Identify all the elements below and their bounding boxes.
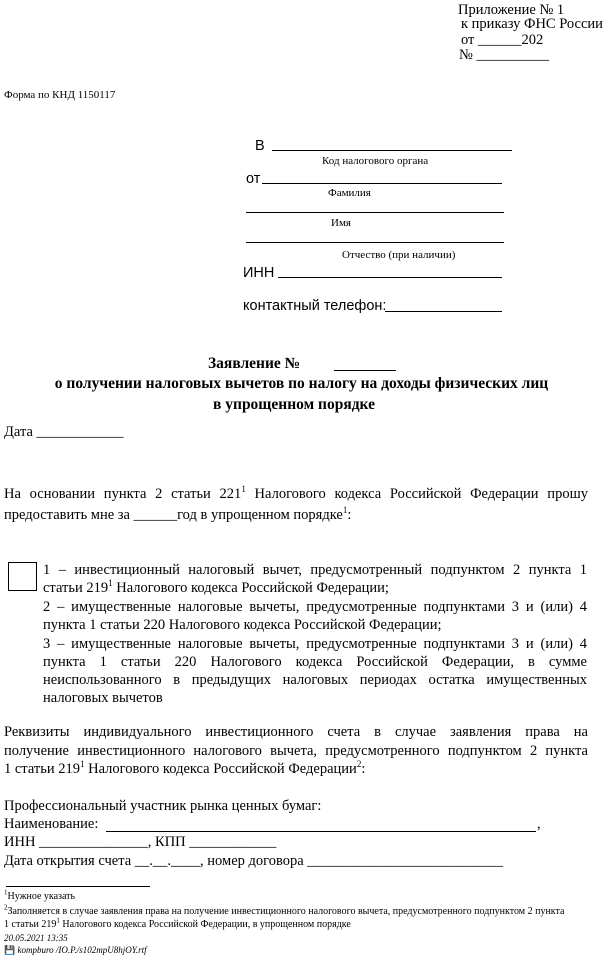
title-line-3: в упрощенном порядке bbox=[213, 396, 375, 413]
requisites-line-3: 1 статьи $219^1$ Налогового кодекса Российской Федерации$^2$: bbox=[4, 759, 366, 777]
footnote-2-line-2: 1 статьи $219^1$ Налогового кодекса Российской Федерации, в упрощенном порядке bbox=[4, 916, 351, 930]
floppy-icon: 💾 bbox=[4, 945, 16, 955]
option-2-line-1: 2 – имущественные налоговые вычеты, предусмотренные подпунктами 3 и (или) 4 bbox=[43, 599, 587, 615]
broker-name-comma: , bbox=[537, 816, 541, 832]
meta-date: 20.05.2021 13:35 bbox=[4, 933, 68, 943]
date-label: Дата ____________ bbox=[4, 424, 124, 440]
application-number-line[interactable] bbox=[334, 370, 396, 371]
appendix-line-3: от ______202 bbox=[461, 32, 544, 48]
broker-name-label: Наименование: bbox=[4, 816, 99, 832]
meta-file: 💾 kompburo /IO.P./s102mpU8hjOY.rtf bbox=[4, 945, 147, 955]
appendix-line-1: Приложение № 1 bbox=[458, 2, 565, 18]
intro-line-2: предоставить мне за ______год в упрощенном порядке$^1$: bbox=[4, 505, 352, 523]
inn-line[interactable] bbox=[278, 277, 502, 278]
account-open-date: Дата открытия счета __.__.____, номер договора ___________________________ bbox=[4, 853, 504, 869]
requisites-line-1: Реквизиты индивидуального инвестиционного счета в случае заявления права на bbox=[4, 724, 588, 740]
form-code: Форма по КНД 1150117 bbox=[4, 89, 116, 101]
patronymic-caption: Отчество (при наличии) bbox=[342, 249, 456, 261]
surname-caption: Фамилия bbox=[328, 187, 371, 199]
patronymic-line[interactable] bbox=[246, 242, 504, 243]
option-3-line-4: налоговых вычетов bbox=[43, 690, 163, 706]
tax-office-code-line[interactable] bbox=[272, 150, 512, 151]
from-label: от bbox=[246, 171, 261, 187]
option-1-line-2: статьи $219^1$ Налогового кодекса Российской Федерации; bbox=[43, 578, 389, 596]
surname-line[interactable] bbox=[262, 183, 502, 184]
inn-label: ИНН bbox=[243, 265, 275, 281]
title-line-2: о получении налоговых вычетов по налогу на доходы физических лиц bbox=[54, 375, 549, 392]
intro-line-1: На основании пункта 2 статьи $221^1$ Налогового кодекса Российской Федерации прошу bbox=[4, 484, 588, 502]
to-label: В bbox=[255, 138, 265, 154]
broker-heading: Профессиональный участник рынка ценных бумаг: bbox=[4, 798, 322, 814]
option-3-line-2: пункта 1 статьи 220 Налогового кодекса Российской Федерации, в сумме bbox=[43, 654, 587, 670]
name-line[interactable] bbox=[246, 212, 504, 213]
option-2-line-2: пункта 1 статьи 220 Налогового кодекса Российской Федерации; bbox=[43, 617, 442, 633]
option-3-line-3: неиспользованного в предыдущих налоговых периодах остатка имущественных bbox=[43, 672, 587, 688]
option-3-line-1: 3 – имущественные налоговые вычеты, предусмотренные подпунктами 3 и (или) 4 bbox=[43, 636, 587, 652]
deduction-type-checkbox[interactable] bbox=[8, 562, 37, 591]
tax-office-caption: Код налогового органа bbox=[322, 155, 429, 167]
title-line-1: Заявление № bbox=[208, 355, 301, 372]
option-1-line-1: 1 – инвестиционный налоговый вычет, предусмотренный подпунктом 2 пункта 1 bbox=[43, 562, 587, 578]
phone-label: контактный телефон: bbox=[243, 298, 387, 314]
footnote-2-line-1: $^2$Заполняется в случае заявления права на получение инвестиционного налогового вычета, предусмотренного подпунктом 2 пункта bbox=[4, 903, 565, 917]
footnote-1: $^1$Нужное указать bbox=[4, 888, 76, 902]
appendix-line-4: № __________ bbox=[459, 47, 549, 63]
name-caption: Имя bbox=[331, 217, 351, 229]
phone-line[interactable] bbox=[385, 311, 502, 312]
appendix-line-2: к приказу ФНС России bbox=[461, 16, 603, 32]
broker-name-line[interactable] bbox=[106, 831, 536, 832]
footnote-separator bbox=[6, 886, 150, 887]
broker-inn-kpp: ИНН _______________, КПП ____________ bbox=[4, 834, 277, 850]
requisites-line-2: получение инвестиционного налогового вычета, предусмотренного подпунктом 2 пункта bbox=[4, 743, 588, 759]
